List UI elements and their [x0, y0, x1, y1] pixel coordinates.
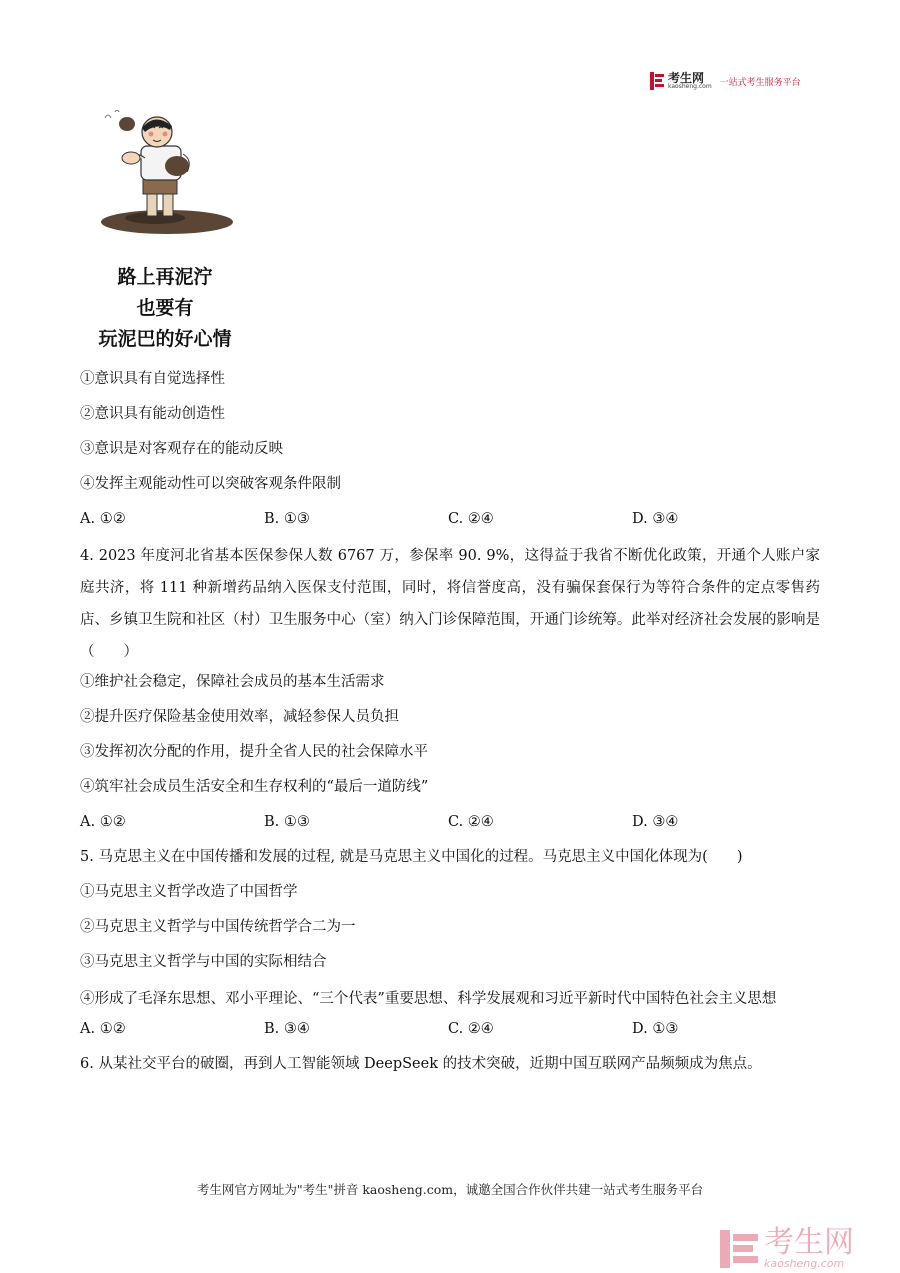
q4-choices — [80, 808, 820, 843]
q4-option: ①维护社会稳定，保障社会成员的基本生活需求 — [80, 674, 385, 690]
kaosheng-logo-icon — [650, 72, 664, 90]
q3-option: ③意识是对客观存在的能动反映 — [80, 441, 283, 457]
choice-d: D. ①③ — [632, 1021, 679, 1037]
q5-option: ①马克思主义哲学改造了中国哲学 — [80, 884, 298, 900]
exam-content — [80, 365, 820, 1085]
q3-choices — [80, 505, 820, 540]
brand-name: 考生网 — [668, 71, 705, 85]
q5-option: ③马克思主义哲学与中国的实际相结合 — [80, 954, 327, 970]
choice-c: C. ②④ — [448, 511, 494, 527]
illustration-caption — [90, 262, 240, 355]
q4-option: ②提升医疗保险基金使用效率，减轻参保人员负担 — [80, 709, 399, 725]
choice-a: A. ①② — [80, 1021, 126, 1037]
q3-option: ④发挥主观能动性可以突破客观条件限制 — [80, 476, 341, 492]
choice-b: B. ①③ — [264, 511, 310, 527]
brand-domain: kaosheng.com — [668, 83, 712, 90]
choice-b: B. ①③ — [264, 814, 310, 830]
choice-b: B. ③④ — [264, 1021, 310, 1037]
child-mud-illustration — [95, 110, 235, 240]
q5-option: ②马克思主义哲学与中国传统哲学合二为一 — [80, 919, 356, 935]
q5-choices — [80, 1015, 820, 1050]
choice-c: C. ②④ — [448, 1021, 494, 1037]
q6-stem: 6. 从某社交平台的破圈，再到人工智能领域 DeepSeek 的技术突破，近期中国互联网产品频频成为焦点。 — [80, 1056, 762, 1072]
q4-stem: 4. 2023 年度河北省基本医保参保人数 6767 万，参保率 90. 9%，这得益于我省不断优化政策，开通个人账户家庭共济，将 111 种新增药品纳入医保支付范围，同时，将信誉度高，没有骗保套保行为等符合条件的定点零售药店、乡镇卫生院和社区（村）卫生服务中心（室）纳入门诊保障范围，开通门诊统筹。此举对经济社会发展的影响是（ ） — [80, 548, 820, 660]
watermark-domain: kaosheng.com — [764, 1257, 845, 1270]
kaosheng-watermark-icon — [720, 1230, 758, 1268]
q3-option: ①意识具有自觉选择性 — [80, 371, 225, 387]
q3-option: ②意识具有能动创造性 — [80, 406, 225, 422]
caption-line: 也要有 — [136, 297, 194, 319]
kaosheng-watermark — [720, 1225, 854, 1270]
q4-option: ③发挥初次分配的作用，提升全省人民的社会保障水平 — [80, 744, 428, 760]
header-brand — [650, 72, 801, 90]
watermark-name: 考生网 — [764, 1225, 854, 1260]
choice-a: A. ①② — [80, 511, 126, 527]
choice-d: D. ③④ — [632, 511, 679, 527]
choice-a: A. ①② — [80, 814, 126, 830]
choice-d: D. ③④ — [632, 814, 679, 830]
page-footer: 考生网官方网址为"考生"拼音 kaosheng.com，诚邀全国合作伙伴共建一站式考生服务平台 — [196, 1182, 704, 1197]
caption-line: 路上再泥泞 — [117, 266, 213, 288]
brand-slogan: 一站式考生服务平台 — [719, 77, 801, 88]
caption-line: 玩泥巴的好心情 — [98, 328, 232, 350]
choice-c: C. ②④ — [448, 814, 494, 830]
q5-option: ④形成了毛泽东思想、邓小平理论、“三个代表”重要思想、科学发展观和习近平新时代中国特色社会主义思想 — [80, 991, 777, 1007]
q4-option: ④筑牢社会成员生活安全和生存权利的“最后一道防线” — [80, 779, 429, 795]
q5-stem: 5. 马克思主义在中国传播和发展的过程, 就是马克思主义中国化的过程。马克思主义中国化体现为( ) — [80, 849, 743, 865]
